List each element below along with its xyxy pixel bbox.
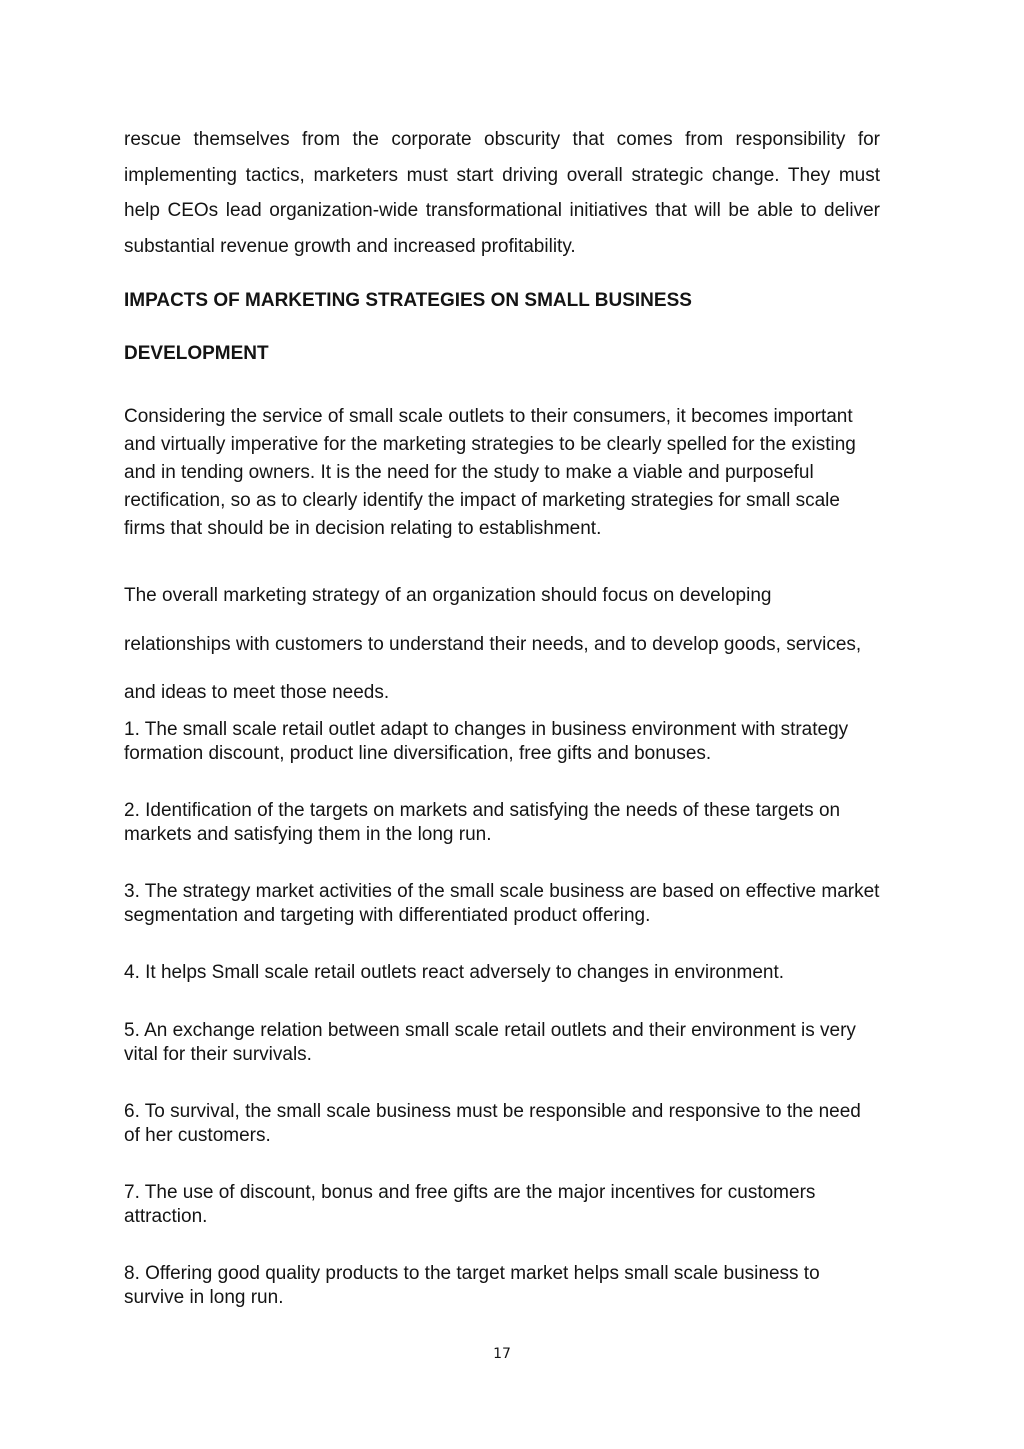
- list-item-4: 4. It helps Small scale retail outlets react adversely to changes in environment.: [124, 962, 785, 983]
- list-item-8: 8. Offering good quality products to the target market helps small scale business to survive in long run.: [124, 1263, 820, 1308]
- section-heading-line-1: IMPACTS OF MARKETING STRATEGIES ON SMALL BUSINESS: [124, 290, 692, 311]
- intro-paragraph: rescue themselves from the corporate obscurity that comes from responsibility for implementing tactics, marketers must start driving overall strategic change. They must help CEOs lead organization-wide transformational initiatives that will be able to deliver substantial revenue growth and increased profitability.: [124, 129, 880, 257]
- section-heading-line-2: DEVELOPMENT: [124, 343, 269, 364]
- considering-paragraph: Considering the service of small scale outlets to their consumers, it becomes important and virtually imperative for the marketing strategies to be clearly spelled for the existing and in tending owners. It is the need for the study to make a viable and purposeful rectification, so as to clearly identify the impact of marketing strategies for small scale firms that should be in decision relating to establishment.: [124, 406, 856, 539]
- overall-strategy-paragraph: The overall marketing strategy of an organization should focus on developing relationships with customers to understand their needs, and to develop goods, services, and ideas to meet those needs.: [124, 585, 862, 703]
- document-page: [124, 0, 880, 1449]
- list-item-2: 2. Identification of the targets on markets and satisfying the needs of these targets on markets and satisfying them in the long run.: [124, 800, 841, 845]
- list-item-3: 3. The strategy market activities of the small scale business are based on effective market segmentation and targeting with differentiated product offering.: [124, 881, 880, 926]
- page-number: 17: [493, 1346, 511, 1362]
- list-item-7: 7. The use of discount, bonus and free gifts are the major incentives for customers attraction.: [124, 1182, 816, 1227]
- list-item-5: 5. An exchange relation between small scale retail outlets and their environment is very vital for their survivals.: [124, 1020, 856, 1065]
- list-item-1: 1. The small scale retail outlet adapt to changes in business environment with strategy formation discount, product line diversification, free gifts and bonuses.: [124, 719, 849, 764]
- list-item-6: 6. To survival, the small scale business must be responsible and responsive to the need of her customers.: [124, 1101, 861, 1146]
